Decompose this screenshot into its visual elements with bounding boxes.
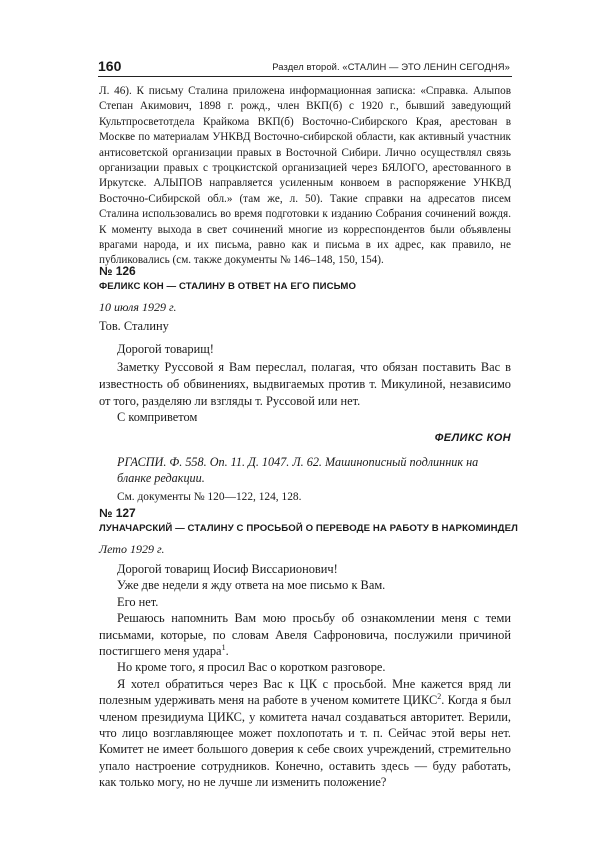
- doc127-paragraph-5b: . Когда я был членом президиума ЦИКС, у комитета начал создаваться авторитет. Верили, что лицо возглавляющее может похлопотать и т. п. Сейчас этой веры нет. Комитет не имеет большого доверия к себе своих учреждений, стремительно упало настроение сотрудников. Конечно, оставить здесь — буду работать, как только могу, но не лучше ли изменить положение?: [99, 693, 511, 790]
- doc127-paragraph-3-end: .: [225, 644, 229, 659]
- doc127-date: Лето 1929 г.: [99, 542, 165, 556]
- doc126-title: ФЕЛИКС КОН — СТАЛИНУ В ОТВЕТ НА ЕГО ПИСЬМО: [99, 281, 357, 292]
- running-title: Раздел второй. «СТАЛИН — ЭТО ЛЕНИН СЕГОДНЯ»: [272, 61, 510, 72]
- doc126-date: 10 июля 1929 г.: [99, 300, 177, 314]
- doc127-number: № 127: [99, 506, 136, 520]
- doc126-see-also: См. документы № 120—122, 124, 128.: [117, 491, 302, 503]
- intro-note-text: Л. 46). К письму Сталина приложена информационная записка: «Справка. Алыпов Степан Акимович, 1898 г. рожд., член ВКП(б) с 1920 г., бывший заведующий Культпросветотдела Крайкома ВКП(б) Восточно-Сибирского Края, арестован в Москве по материалам УНКВД Восточно-сибирской области, как активный участник антисоветской организации правых в Восточной Сибири. Лично осуществлял связь организации правых с троцкистской организацией через БЯЛОГО, арестованного в Иркутске. АЛЫПОВ направляется усиленным конвоем в распоряжение УНКВД Восточно-Сибирской обл.» (там же, л. 50). Такие справки на адресатов писем Сталина использовались во время подготовки к изданию Собрания сочинений вождя. К моменту выхода в свет сочинений многие из корреспондентов были объявлены врагами народа, и их письма, равно как и письма в их адрес, как правило, не публиковались (см. также документы № 146–148, 150, 154).: [99, 85, 511, 267]
- doc126-greeting: Дорогой товарищ!: [117, 342, 214, 356]
- doc127-paragraph-5a: Я хотел обратиться через Вас к ЦК с просьбой. Мне кажется вряд ли полезным удерживать меня на работе в ученом комитете ЦИКС: [99, 676, 511, 708]
- footnote-marker-2: 2: [437, 692, 442, 702]
- doc127-paragraph-1: Уже две недели я жду ответа на мое письмо к Вам.: [117, 578, 386, 593]
- intro-note: [99, 84, 511, 269]
- doc126-closing: С комприветом: [117, 410, 198, 424]
- doc127-paragraph-3: [99, 610, 511, 659]
- doc127-paragraph-5: [99, 676, 511, 791]
- doc127-paragraph-4: Но кроме того, я просил Вас о коротком разговоре.: [117, 660, 386, 675]
- footnote-marker-1: 1: [221, 642, 226, 652]
- doc126-signature: ФЕЛИКС КОН: [434, 432, 511, 444]
- running-header: [98, 56, 512, 77]
- doc126-addressee: Тов. Сталину: [99, 319, 169, 333]
- doc126-source: РГАСПИ. Ф. 558. Оп. 11. Д. 1047. Л. 62. Машинописный подлинник на бланке редакции.: [117, 455, 479, 486]
- doc127-greeting: Дорогой товарищ Иосиф Виссарионович!: [117, 562, 338, 576]
- doc127-title: ЛУНАЧАРСКИЙ — СТАЛИНУ С ПРОСЬБОЙ О ПЕРЕВОДЕ НА РАБОТУ В НАРКОМИНДЕЛ: [99, 523, 518, 534]
- doc127-body: [99, 561, 511, 791]
- doc126-number: № 126: [99, 264, 136, 278]
- doc127-paragraph-3-text: Решаюсь напомнить Вам мою просьбу об ознакомлении меня с теми письмами, которые, по словам Авеля Сафроновича, послужили причиной постигшего меня удара: [99, 611, 511, 659]
- page-number: 160: [98, 58, 122, 74]
- doc127-paragraph-2: Его нет.: [117, 594, 159, 609]
- doc126-body: Заметку Руссовой я Вам переслал, полагая, что обязан поставить Вас в известность об обвинениях, выдвигаемых против т. Микулиной, независимо от того, разделяю ли взгляды т. Руссовой или нет.: [99, 360, 511, 408]
